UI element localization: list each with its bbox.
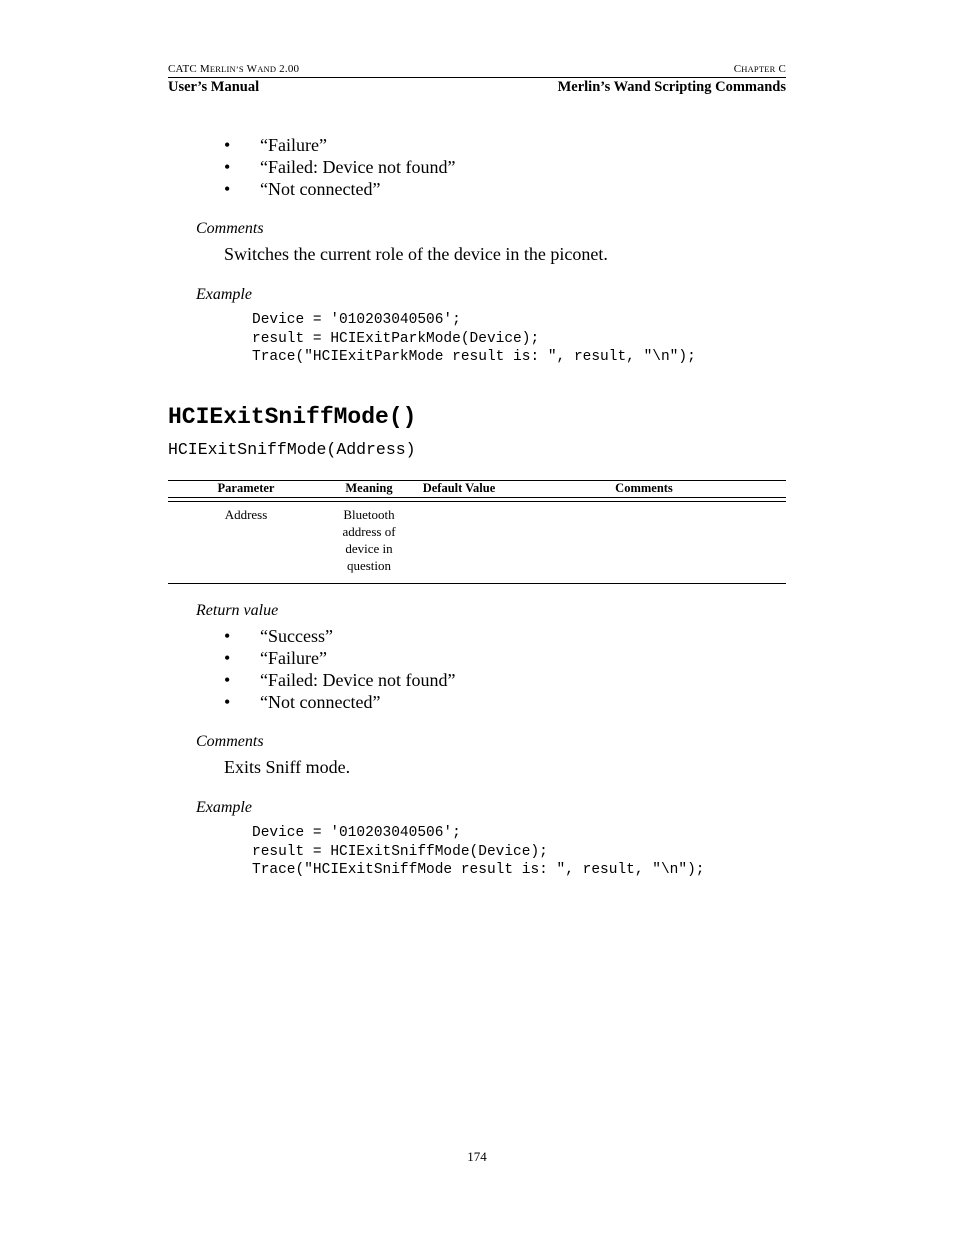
table-cell-meaning: Bluetooth address of device in question [342, 507, 396, 573]
comments-label: Comments [196, 733, 264, 750]
code-example: Device = '010203040506'; result = HCIExitParkMode(Device); Trace("HCIExitParkMode result is: ", result, "\n"); [252, 312, 696, 366]
table-header-meaning: Meaning [345, 481, 393, 495]
table-header-parameter: Parameter [217, 481, 275, 495]
table-header-default-value: Default Value [422, 481, 496, 495]
code-example: Device = '010203040506'; result = HCIExitSniffMode(Device); Trace("HCIExitSniffMode result is: ", result, "\n"); [252, 825, 705, 879]
list-item: • “Failed: Device not found” [224, 157, 456, 177]
function-signature: HCIExitSniffMode(Address) [168, 440, 416, 459]
header-manual: User’s Manual [168, 79, 260, 95]
comments-label: Comments [196, 220, 264, 237]
list-item: • “Not connected” [224, 179, 381, 199]
section-heading: HCIExitSniffMode() [168, 404, 417, 430]
comments-text: Exits Sniff mode. [224, 757, 351, 777]
comments-text: Switches the current role of the device in the piconet. [224, 244, 608, 264]
header-product: CATC MERLIN’S WAND 2.00 [168, 63, 300, 75]
page-number: 174 [467, 1149, 487, 1164]
table-header-comments: Comments [615, 481, 673, 495]
example-label: Example [196, 286, 252, 303]
list-item: • “Failed: Device not found” [224, 670, 456, 690]
header-chapter: CHAPTER C [733, 63, 786, 75]
list-item: • “Failure” [224, 648, 327, 668]
list-item: • “Failure” [224, 135, 327, 155]
list-item: • “Success” [224, 626, 333, 646]
table-header-rule [168, 497, 786, 498]
example-label: Example [196, 799, 252, 816]
header-section-title: Merlin’s Wand Scripting Commands [557, 79, 786, 95]
table-cell-parameter: Address [224, 507, 268, 522]
return-value-label: Return value [196, 602, 279, 619]
table-bottom-rule [168, 583, 786, 584]
list-item: • “Not connected” [224, 692, 381, 712]
table-header-rule [168, 501, 786, 502]
header-rule [168, 77, 786, 78]
